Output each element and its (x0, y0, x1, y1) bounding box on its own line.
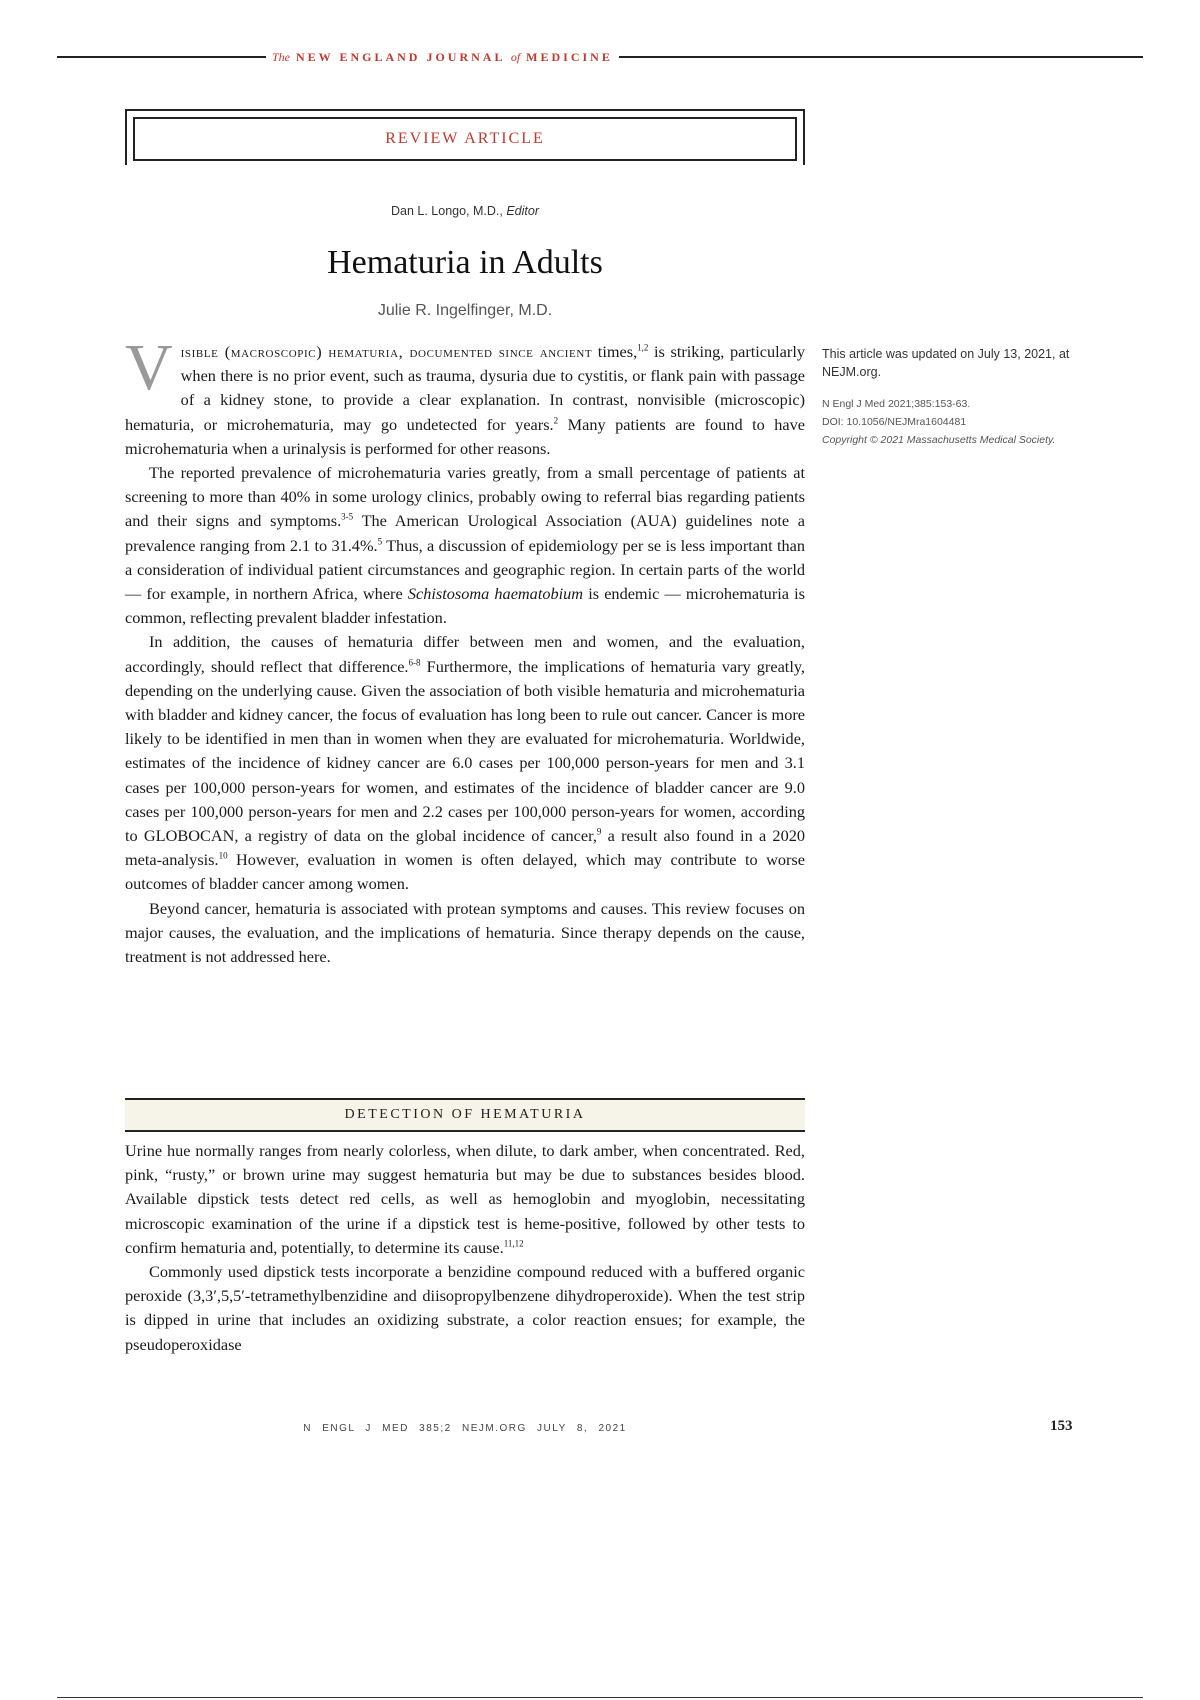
reference: 10 (218, 850, 228, 861)
page-number: 153 (1050, 1418, 1073, 1434)
journal-of: of (510, 50, 521, 64)
lead-caps: isible (macroscopic) hematuria, documented since ancient (180, 342, 593, 361)
section-text (125, 1139, 805, 1357)
section-paragraph-1: Urine hue normally ranges from nearly colorless, when dilute, to dark amber, when concentrated. Red, pink, “rusty,” or brown urine may suggest hematuria but may be due to substances besides blood. Available dipstick tests detect red cells, as well as hemoglobin and myoglobin, necessitating microscopic examination of the urine if a dipstick test is heme-positive, followed by other tests to confirm hematuria and, potentially, to determine its cause.$^{11,12}$ (125, 1141, 805, 1257)
citation-line: N Engl J Med 2021;385:153-63. (822, 398, 971, 410)
reference: 1,2 (637, 342, 649, 353)
reference: 3-5 (341, 512, 354, 522)
article-author: Julie R. Ingelfinger, M.D. (377, 302, 553, 319)
footer-citation: N ENGL J MED 385;2 NEJM.ORG JULY 8, 2021 (303, 1423, 627, 1434)
doi-line: DOI: 10.1056/NEJMra1604481 (822, 416, 967, 428)
journal-header (266, 50, 619, 65)
species-name: Schistosoma haematobium (407, 584, 584, 604)
footer-rule (57, 1697, 1143, 1698)
article-title: Hematuria in Adults (327, 244, 603, 281)
reference: 6-8 (408, 657, 421, 668)
article-type-box (125, 109, 805, 165)
drop-cap: V (125, 331, 173, 404)
citation-block (822, 395, 1092, 449)
journal-main: NEW ENGLAND JOURNAL (296, 50, 505, 64)
section-heading: DETECTION OF HEMATURIA (125, 1098, 805, 1132)
update-note: This article was updated on July 13, 2021, at NEJM.org. (822, 347, 1070, 379)
journal-prefix: The (272, 50, 290, 64)
reference: 11,12 (503, 1238, 524, 1249)
reference: 5 (377, 536, 383, 547)
intro-paragraph-4: Beyond cancer, hematuria is associated with protean symptoms and causes. This review focuses on major causes, the evaluation, and the implications of hematuria. Since therapy depends on the cause, treatment is not addressed here. (125, 898, 805, 967)
reference: 9 (596, 826, 602, 837)
editor-credit (125, 204, 805, 218)
article-type-label: REVIEW ARTICLE (133, 117, 797, 161)
intro-text (125, 331, 806, 969)
section-paragraph-2: Commonly used dipstick tests incorporate a benzidine compound reduced with a buffered organic peroxide (3,3′,5,5′-tetramethylbenzidine and diisopropylbenzene dihydroperoxide). When the test strip is dipped in urine that includes an oxidizing substrate, a color reaction ensues; for example, the pseudoperoxidase (125, 1262, 805, 1354)
intro-paragraph-1: Visible (macroscopic) hematuria, documented since ancient times,$^{1,2}$ is striking, particularly when there is no prior event, such as trauma, dysuria due to cystitis, or flank pain with passage of a kidney stone, to provide a clear explanation. In contrast, nonvisible (microscopic) hematuria, or microhematuria, may go undetected for years.$^2$ Many patients are found to have microhematuria when a urinalysis is performed for other reasons. (125, 331, 805, 458)
journal-end: MEDICINE (526, 50, 613, 64)
intro-paragraph-3: In addition, the causes of hematuria differ between men and women, and the evaluation, accordingly, should reflect that difference.$^{6-8}$ Furthermore, the implications of hematuria vary greatly, depending on the underlying cause. Given the association of both visible hematuria and microhematuria with bladder and kidney cancer, the focus of evaluation has long been to rule out cancer. Cancer is more likely to be identified in men than in women when they are evaluated for microhematuria. Worldwide, estimates of the incidence of kidney cancer are 6.0 cases per 100,000 person-years for men and 3.1 cases per 100,000 person-years for women, and estimates of the incidence of bladder cancer are 9.0 cases per 100,000 person-years for men and 2.2 cases per 100,000 person-years for women, according to GLOBOCAN, a registry of data on the global incidence of cancer,$^9$ a result also found in a 2020 meta-analysis.$^{10}$ However, evaluation in women is often delayed, which may contribute to worse outcomes of bladder cancer among women. (125, 632, 805, 894)
intro-paragraph-2: The reported prevalence of microhematuria varies greatly, from a small percentage of patients at screening to more than 40% in some urology clinics, probably owing to referral bias regarding patients and their signs and symptoms.$^{3-5}$ The American Urological Association (AUA) guidelines note a prevalence ranging from 2.1 to 31.4%.$^5$ Thus, a discussion of epidemiology per se is less important than a consideration of individual patient circumstances and geographic region. In certain parts of the world — for example, in northern Africa, where Schistosoma haematobium is endemic — microhematuria is common, reflecting prevalent bladder infestation. (125, 463, 806, 628)
editor-role: Editor (506, 204, 539, 218)
copyright-line: Copyright © 2021 Massachusetts Medical Society. (822, 434, 1056, 446)
reference: 2 (553, 415, 559, 426)
editor-name: Dan L. Longo, M.D., (390, 204, 503, 218)
